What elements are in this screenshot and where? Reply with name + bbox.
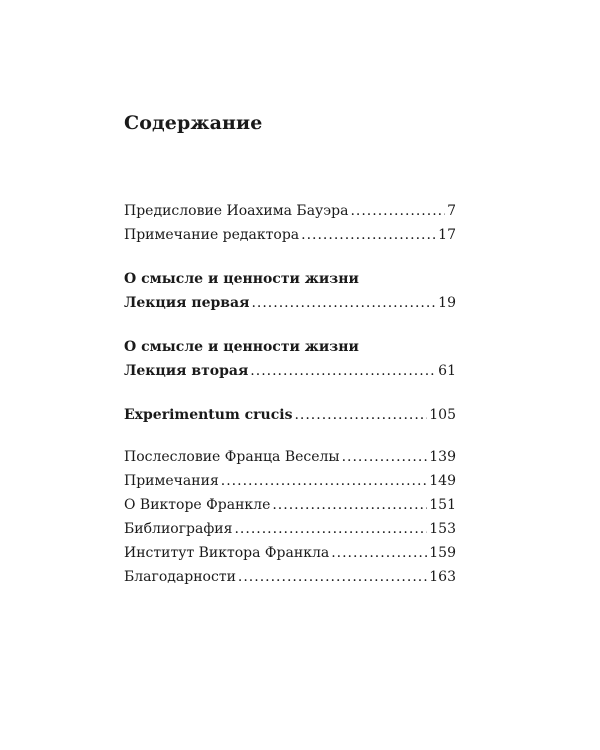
dot-leader bbox=[221, 469, 427, 493]
toc-entry-acknowledgements[interactable] bbox=[124, 565, 456, 589]
toc-entry-label: Experimentum crucis bbox=[124, 407, 293, 423]
spacer bbox=[124, 383, 456, 403]
toc-entry-page: 19 bbox=[438, 295, 456, 311]
dot-leader bbox=[272, 493, 427, 517]
spacer bbox=[124, 315, 456, 335]
toc-entry-lecture-1[interactable] bbox=[124, 291, 456, 315]
toc-entry-page: 163 bbox=[429, 569, 456, 585]
toc-entry-label: Лекция вторая bbox=[124, 363, 249, 379]
toc-entry-label: Примечание редактора bbox=[124, 227, 300, 243]
toc-entry-page: 7 bbox=[447, 203, 456, 219]
toc-entry-page: 151 bbox=[429, 497, 456, 513]
toc-entry-page: 153 bbox=[429, 521, 456, 537]
toc-entry-label: Лекция первая bbox=[124, 295, 250, 311]
toc-entry-page: 139 bbox=[429, 449, 456, 465]
page-title: Содержание bbox=[124, 112, 263, 134]
dot-leader bbox=[234, 517, 427, 541]
toc-entry-page: 17 bbox=[438, 227, 456, 243]
dot-leader bbox=[342, 445, 428, 469]
toc-entry-notes[interactable] bbox=[124, 469, 456, 493]
toc-entry-institute[interactable] bbox=[124, 541, 456, 565]
dot-leader bbox=[350, 199, 445, 223]
section-heading-lecture-2: О смысле и ценности жизни bbox=[124, 339, 359, 355]
toc-entry-experimentum[interactable] bbox=[124, 403, 456, 427]
toc-entry-afterword[interactable] bbox=[124, 445, 456, 469]
toc-entry-label: Послесловие Франца Веселы bbox=[124, 449, 340, 465]
toc-entry-page: 149 bbox=[429, 473, 456, 489]
spacer bbox=[124, 247, 456, 267]
toc-entry-label: Институт Виктора Франкла bbox=[124, 545, 330, 561]
table-of-contents bbox=[124, 199, 456, 589]
toc-entry-label: О Викторе Франкле bbox=[124, 497, 271, 513]
dot-leader bbox=[251, 291, 436, 315]
toc-entry-editor-note[interactable] bbox=[124, 223, 456, 247]
toc-entry-label: Библиография bbox=[124, 521, 233, 537]
toc-entry-bibliography[interactable] bbox=[124, 517, 456, 541]
toc-entry-label: Примечания bbox=[124, 473, 219, 489]
dot-leader bbox=[301, 223, 436, 247]
toc-entry-label: Предисловие Иоахима Бауэра bbox=[124, 203, 349, 219]
toc-entry-lecture-2[interactable] bbox=[124, 359, 456, 383]
toc-entry-page: 105 bbox=[429, 407, 456, 423]
spacer bbox=[124, 427, 456, 445]
toc-entry-about-frankl[interactable] bbox=[124, 493, 456, 517]
dot-leader bbox=[294, 403, 427, 427]
dot-leader bbox=[238, 565, 427, 589]
toc-entry-label: Благодарности bbox=[124, 569, 236, 585]
toc-entry-page: 159 bbox=[429, 545, 456, 561]
toc-entry-foreword[interactable] bbox=[124, 199, 456, 223]
dot-leader bbox=[331, 541, 427, 565]
section-heading-lecture-1: О смысле и ценности жизни bbox=[124, 271, 359, 287]
toc-entry-page: 61 bbox=[438, 363, 456, 379]
dot-leader bbox=[250, 359, 436, 383]
